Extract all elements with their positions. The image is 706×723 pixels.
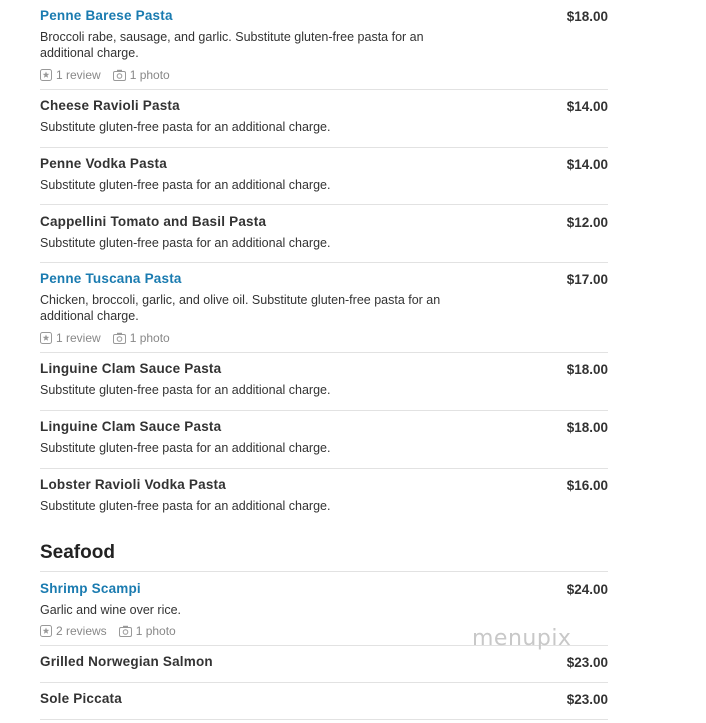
item-price: $18.00 xyxy=(566,420,608,435)
item-description: Substitute gluten-free pasta for an additional charge. xyxy=(40,383,331,397)
review-star-icon xyxy=(40,332,52,344)
item-name: Linguine Clam Sauce Pasta xyxy=(40,361,222,376)
item-name: Linguine Clam Sauce Pasta xyxy=(40,419,222,434)
camera-icon xyxy=(119,625,132,637)
item-price: $24.00 xyxy=(566,582,608,597)
item-description: Substitute gluten-free pasta for an additional charge. xyxy=(40,120,331,134)
item-name-link[interactable]: Shrimp Scampi xyxy=(40,581,141,596)
item-description: Substitute gluten-free pasta for an additional charge. xyxy=(40,441,331,455)
item-price: $17.00 xyxy=(566,272,608,287)
item-price: $23.00 xyxy=(566,655,608,670)
item-name: Lobster Ravioli Vodka Pasta xyxy=(40,477,226,492)
item-name: Penne Vodka Pasta xyxy=(40,156,167,171)
section-title-seafood: Seafood xyxy=(40,542,115,563)
camera-icon xyxy=(113,69,126,81)
menu-item-penne-tuscana xyxy=(40,271,608,353)
photos-count: 1 photo xyxy=(129,331,170,345)
reviews-count: 1 review xyxy=(56,331,101,345)
photos-link[interactable] xyxy=(113,331,170,345)
item-price: $23.00 xyxy=(566,692,608,707)
camera-icon xyxy=(113,332,126,344)
menu-item-penne-barese xyxy=(40,8,608,90)
menu-item-cappellini xyxy=(40,214,608,263)
menu-item-linguine-clam-2 xyxy=(40,419,608,469)
item-price: $14.00 xyxy=(566,99,608,114)
item-meta xyxy=(40,331,182,345)
photos-count: 1 photo xyxy=(135,624,176,638)
item-description: Substitute gluten-free pasta for an additional charge. xyxy=(40,178,331,192)
item-name-link[interactable]: Penne Tuscana Pasta xyxy=(40,271,182,286)
item-price: $18.00 xyxy=(566,9,608,24)
section-divider xyxy=(40,571,608,572)
photos-count: 1 photo xyxy=(129,68,170,82)
item-name: Cappellini Tomato and Basil Pasta xyxy=(40,214,267,229)
item-description: Chicken, broccoli, garlic, and olive oil. Substitute gluten-free pasta for an additional charge. xyxy=(40,293,441,323)
item-price: $18.00 xyxy=(566,362,608,377)
menu-item-sole-piccata xyxy=(40,691,608,720)
item-meta xyxy=(40,624,188,638)
reviews-link[interactable] xyxy=(40,624,107,638)
menu-item-grilled-salmon xyxy=(40,654,608,683)
menu-item-penne-vodka xyxy=(40,156,608,205)
reviews-count: 1 review xyxy=(56,68,101,82)
item-description: Broccoli rabe, sausage, and garlic. Substitute gluten-free pasta for an additional charge. xyxy=(40,30,424,60)
item-description: Substitute gluten-free pasta for an additional charge. xyxy=(40,236,331,250)
menu-item-linguine-clam-1 xyxy=(40,361,608,411)
reviews-count: 2 reviews xyxy=(56,624,107,638)
reviews-link[interactable] xyxy=(40,331,101,345)
menupix-watermark: menupix xyxy=(472,626,572,651)
review-star-icon xyxy=(40,69,52,81)
photos-link[interactable] xyxy=(119,624,176,638)
reviews-link[interactable] xyxy=(40,68,101,82)
item-description: Substitute gluten-free pasta for an additional charge. xyxy=(40,499,331,513)
item-price: $12.00 xyxy=(566,215,608,230)
item-name-link[interactable]: Penne Barese Pasta xyxy=(40,8,173,23)
item-name: Sole Piccata xyxy=(40,691,122,706)
menu-item-lobster-ravioli xyxy=(40,477,608,521)
photos-link[interactable] xyxy=(113,68,170,82)
item-meta xyxy=(40,68,182,82)
item-price: $14.00 xyxy=(566,157,608,172)
item-name: Grilled Norwegian Salmon xyxy=(40,654,213,669)
menu-item-cheese-ravioli xyxy=(40,98,608,148)
item-description: Garlic and wine over rice. xyxy=(40,603,182,617)
review-star-icon xyxy=(40,625,52,637)
item-price: $16.00 xyxy=(566,478,608,493)
item-name: Cheese Ravioli Pasta xyxy=(40,98,180,113)
